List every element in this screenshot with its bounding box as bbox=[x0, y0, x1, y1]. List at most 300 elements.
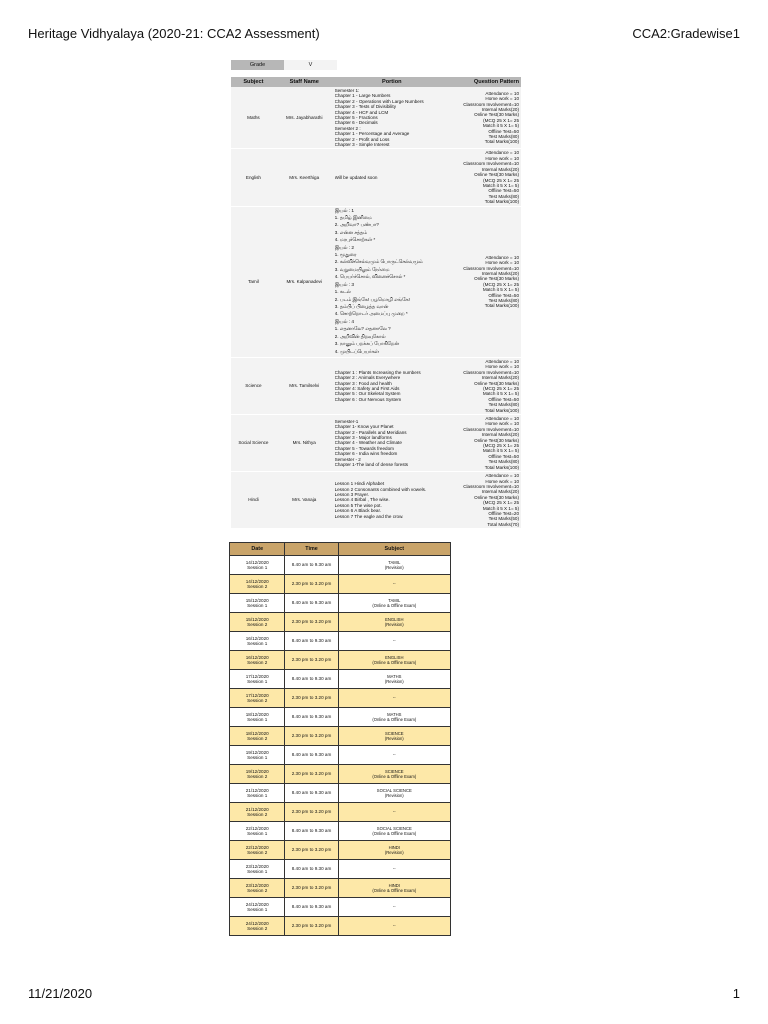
pattern-line: Test Marks(80) bbox=[488, 133, 519, 139]
portion-table bbox=[231, 77, 521, 529]
portion-cell bbox=[333, 206, 451, 357]
portion-cell bbox=[333, 357, 451, 414]
header-time: Time bbox=[285, 543, 338, 556]
portion-line: 3. தம்பிப் பிழைத்த வான் bbox=[334, 305, 389, 311]
pattern-line: (MCQ 25 X 1= 25 bbox=[483, 386, 519, 391]
date-text: 15/12/2020 bbox=[245, 597, 269, 603]
subject-cell bbox=[338, 556, 450, 575]
pattern-line: (MCQ 25 X 1= 25 bbox=[483, 177, 519, 183]
grade-label: Grade bbox=[231, 60, 284, 70]
subject-text: -- bbox=[392, 923, 396, 929]
date-cell bbox=[230, 575, 285, 594]
subject-text: -- bbox=[392, 581, 396, 587]
document-name: CCA2:Gradewise1 bbox=[632, 26, 740, 41]
question-pattern-cell bbox=[451, 472, 521, 529]
portion-cell bbox=[333, 149, 451, 206]
date-cell bbox=[230, 765, 285, 784]
session-text: Session 2 bbox=[247, 812, 268, 817]
time-cell: 8.40 am to 9.30 am bbox=[285, 746, 338, 765]
subject-cell bbox=[338, 917, 450, 936]
session-text: Session 1 bbox=[247, 641, 268, 646]
time-cell: 2.30 pm to 3.20 pm bbox=[285, 879, 338, 898]
table-row bbox=[230, 670, 451, 689]
subject-cell: Maths bbox=[231, 87, 276, 149]
staff-name-cell: Mrs. Kalpanadevi bbox=[276, 206, 333, 357]
date-text: 24/12/2020 bbox=[245, 901, 269, 907]
time-cell: 2.30 pm to 3.20 pm bbox=[285, 841, 338, 860]
page-number: 1 bbox=[732, 986, 740, 1001]
subject-text: HINDI bbox=[388, 882, 400, 888]
pattern-line: Test Marks(50) bbox=[488, 516, 519, 522]
subject-mode-text: (Revision) bbox=[384, 565, 404, 570]
footer-date: 11/21/2020 bbox=[28, 986, 93, 1001]
pattern-line: Online Test(30 Marks) bbox=[474, 380, 519, 386]
time-cell: 2.30 pm to 3.20 pm bbox=[285, 651, 338, 670]
date-cell bbox=[230, 613, 285, 632]
header-staff-name: Staff Name bbox=[276, 77, 333, 87]
time-cell: 8.40 am to 9.30 am bbox=[285, 632, 338, 651]
portion-line: 1. கடல் bbox=[334, 290, 351, 296]
pattern-line: Offline Test=50 bbox=[488, 128, 519, 134]
table-row bbox=[230, 803, 451, 822]
portion-table-header bbox=[231, 77, 521, 87]
session-text: Session 1 bbox=[247, 717, 268, 722]
pattern-line: Total Marks(100) bbox=[484, 464, 519, 470]
pattern-line: (MCQ 25 X 1= 25 bbox=[483, 443, 519, 449]
portion-line: Semester 1: bbox=[334, 88, 360, 93]
date-text: 16/12/2020 bbox=[245, 654, 269, 660]
date-cell bbox=[230, 556, 285, 575]
portion-line: 1. தமிழ் இனிமை bbox=[334, 215, 372, 221]
session-text: Session 2 bbox=[247, 660, 268, 665]
date-text: 16/12/2020 bbox=[245, 635, 269, 641]
subject-mode-text: (Online & Offline Exam) bbox=[372, 774, 417, 779]
pattern-line: Online Test(30 Marks) bbox=[474, 112, 519, 118]
subject-cell bbox=[338, 803, 450, 822]
subject-mode-text: (Online & Offline Exam) bbox=[372, 888, 417, 893]
time-cell: 2.30 pm to 3.20 pm bbox=[285, 803, 338, 822]
date-cell bbox=[230, 841, 285, 860]
session-text: Session 2 bbox=[247, 622, 268, 627]
pattern-line: Online Test(30 Marks) bbox=[474, 437, 519, 443]
pattern-line: Test Marks(80) bbox=[488, 402, 519, 408]
subject-text: -- bbox=[392, 866, 396, 872]
table-row bbox=[230, 765, 451, 784]
pattern-line: Match it 5 X 1= 5) bbox=[482, 182, 519, 188]
subject-cell bbox=[338, 575, 450, 594]
subject-text: ENGLISH bbox=[385, 654, 404, 660]
pattern-line: Home work = 10 bbox=[485, 478, 519, 484]
portion-line: இயல் : 2 bbox=[334, 245, 354, 251]
portion-line: Chapter 5 : Our Skeletal System bbox=[334, 391, 401, 397]
table-row bbox=[231, 472, 521, 529]
date-cell bbox=[230, 670, 285, 689]
pattern-line: Test Marks(80) bbox=[488, 459, 519, 465]
portion-line: 3. என்ன சத்தம் bbox=[334, 230, 368, 236]
table-row bbox=[230, 594, 451, 613]
portion-line: Chapter 5 - Fractions bbox=[334, 115, 378, 121]
date-cell bbox=[230, 651, 285, 670]
subject-mode-text: (Online & Offline Exam) bbox=[372, 831, 417, 836]
pattern-line: Home work = 10 bbox=[485, 155, 519, 161]
schedule-table bbox=[229, 542, 451, 936]
subject-text: -- bbox=[392, 809, 396, 815]
pattern-line: (MCQ 25 X 1= 25 bbox=[483, 500, 519, 506]
date-text: 17/12/2020 bbox=[245, 673, 269, 679]
header-date: Date bbox=[230, 543, 285, 556]
subject-text: -- bbox=[392, 695, 396, 701]
table-row bbox=[230, 689, 451, 708]
time-cell: 2.30 pm to 3.20 pm bbox=[285, 765, 338, 784]
table-row bbox=[230, 841, 451, 860]
table-row bbox=[231, 149, 521, 206]
date-text: 23/12/2020 bbox=[245, 882, 269, 888]
portion-line: Chapter 1 - Percentage and Average bbox=[334, 131, 410, 137]
table-row bbox=[230, 898, 451, 917]
pattern-line: Match it 5 X 1= 5) bbox=[482, 287, 519, 293]
date-cell bbox=[230, 879, 285, 898]
page-title: Heritage Vidhyalaya (2020-21: CCA2 Assessment) bbox=[28, 26, 320, 41]
date-text: 22/12/2020 bbox=[245, 825, 269, 831]
subject-mode-text: (Revision) bbox=[384, 736, 404, 741]
pattern-line: (MCQ 25 X 1= 25 bbox=[483, 281, 519, 287]
time-cell: 2.30 pm to 3.20 pm bbox=[285, 727, 338, 746]
portion-table-body bbox=[231, 87, 521, 529]
date-text: 21/12/2020 bbox=[245, 787, 269, 793]
table-row bbox=[230, 556, 451, 575]
table-row bbox=[230, 879, 451, 898]
pattern-line: Home work = 10 bbox=[485, 260, 519, 266]
date-text: 14/12/2020 bbox=[245, 559, 269, 565]
subject-text: HINDI bbox=[388, 844, 400, 850]
subject-cell: Hindi bbox=[231, 472, 276, 529]
subject-cell bbox=[338, 594, 450, 613]
portion-cell bbox=[333, 472, 451, 529]
grade-value: V bbox=[284, 60, 337, 70]
pattern-line: Offline Test=20 bbox=[488, 510, 519, 516]
date-cell bbox=[230, 898, 285, 917]
portion-line: Chapter 5 - Towards freedom bbox=[334, 445, 394, 451]
session-text: Session 2 bbox=[247, 774, 268, 779]
session-text: Session 1 bbox=[247, 869, 268, 874]
portion-line: 4. முயிடப்பெயர்கள் bbox=[334, 349, 379, 355]
subject-mode-text: (Online & Offline Exam) bbox=[372, 603, 417, 608]
subject-mode-text: (Online & Offline Exam) bbox=[372, 717, 417, 722]
portion-line: 3. வறுமையிலும் நேர்மை bbox=[334, 267, 390, 273]
subject-text: MATHS bbox=[387, 673, 402, 679]
date-text: 17/12/2020 bbox=[245, 692, 269, 698]
portion-cell bbox=[333, 87, 451, 149]
pattern-line: Match it 5 X 1= 5) bbox=[482, 505, 519, 511]
portion-line: 1. மூதுரை bbox=[334, 253, 357, 259]
date-text: 22/12/2020 bbox=[245, 844, 269, 850]
session-text: Session 1 bbox=[247, 907, 268, 912]
portion-line: Chapter 6 - Decimals bbox=[334, 120, 378, 126]
question-pattern-cell bbox=[451, 357, 521, 414]
time-cell: 2.30 pm to 3.20 pm bbox=[285, 689, 338, 708]
date-cell bbox=[230, 917, 285, 936]
session-text: Session 1 bbox=[247, 565, 268, 570]
portion-line: Chapter 2 : Animals Everywhere bbox=[334, 375, 401, 381]
pattern-line: Home work = 10 bbox=[485, 421, 519, 427]
portion-line: Lesson 4 Birbal , The wise. bbox=[334, 497, 390, 503]
table-row bbox=[230, 784, 451, 803]
session-text: Session 1 bbox=[247, 793, 268, 798]
session-text: Session 2 bbox=[247, 888, 268, 893]
pattern-line: Attendance = 10 bbox=[485, 150, 519, 156]
table-row bbox=[231, 357, 521, 414]
portion-line: Chapter 1 - Large Numbers bbox=[334, 93, 391, 99]
portion-line: 2. கல்விச்செல்வமும் பொருட்செல்வமும் bbox=[334, 260, 423, 266]
pattern-line: Total Marks(100) bbox=[484, 139, 519, 145]
table-row bbox=[230, 575, 451, 594]
time-cell: 2.30 pm to 3.20 pm bbox=[285, 917, 338, 936]
pattern-line: Offline Test=50 bbox=[488, 453, 519, 459]
subject-cell bbox=[338, 689, 450, 708]
pattern-line: Internal Marks(20) bbox=[481, 270, 519, 276]
subject-cell bbox=[338, 898, 450, 917]
portion-line: Lesson 2 Consonants combined with vowels. bbox=[334, 486, 427, 492]
subject-cell bbox=[338, 746, 450, 765]
portion-line: Lesson 6 A Black bear. bbox=[334, 508, 382, 514]
time-cell: 8.40 am to 9.30 am bbox=[285, 670, 338, 689]
date-cell bbox=[230, 822, 285, 841]
table-row bbox=[230, 727, 451, 746]
staff-name-cell: Mrs. Nithya bbox=[276, 415, 333, 472]
pattern-line: Internal Marks(20) bbox=[481, 106, 519, 112]
date-text: 18/12/2020 bbox=[245, 730, 269, 736]
table-row bbox=[231, 87, 521, 149]
pattern-line: Online Test(30 Marks) bbox=[474, 172, 519, 178]
subject-cell bbox=[338, 727, 450, 746]
time-cell: 2.30 pm to 3.20 pm bbox=[285, 613, 338, 632]
subject-cell bbox=[338, 860, 450, 879]
portion-line: Chapter 1 : Plants Increasing the numbers bbox=[334, 369, 421, 375]
portion-cell bbox=[333, 415, 451, 472]
time-cell: 8.40 am to 9.30 am bbox=[285, 898, 338, 917]
table-row bbox=[230, 708, 451, 727]
session-text: Session 2 bbox=[247, 584, 268, 589]
pattern-line: Classroom Involvement=10 bbox=[463, 101, 519, 107]
pattern-line: (MCQ 25 X 1= 25 bbox=[483, 117, 519, 123]
date-text: 14/12/2020 bbox=[245, 578, 269, 584]
table-row bbox=[231, 206, 521, 357]
portion-line: இயல் : 1 bbox=[334, 208, 354, 214]
subject-cell bbox=[338, 822, 450, 841]
subject-text: SCIENCE bbox=[384, 768, 404, 774]
subject-cell bbox=[338, 670, 450, 689]
pattern-line: Match it 5 X 1= 5) bbox=[482, 448, 519, 454]
subject-text: -- bbox=[392, 904, 396, 910]
date-text: 15/12/2020 bbox=[245, 616, 269, 622]
date-cell bbox=[230, 594, 285, 613]
date-cell bbox=[230, 632, 285, 651]
subject-cell bbox=[338, 632, 450, 651]
date-text: 23/12/2020 bbox=[245, 863, 269, 869]
portion-line: 3. நானும் பறக்கப் போகிறேன் bbox=[334, 342, 399, 348]
header-question-pattern: Question Pattern bbox=[451, 77, 521, 87]
pattern-line: Classroom Involvement=10 bbox=[463, 369, 519, 375]
date-cell bbox=[230, 746, 285, 765]
subject-text: ENGLISH bbox=[385, 616, 404, 622]
portion-line: 2. படம் இங்கே! பழமொழி எங்கே! bbox=[334, 297, 410, 303]
subject-text: TAMIL bbox=[388, 597, 401, 603]
portion-line: 4. மரபுச்சொற்கள் * bbox=[334, 238, 376, 244]
date-cell bbox=[230, 727, 285, 746]
pattern-line: Total Marks(70) bbox=[487, 521, 519, 527]
pattern-line: Online Test(30 Marks) bbox=[474, 494, 519, 500]
session-text: Session 2 bbox=[247, 926, 268, 931]
date-cell bbox=[230, 708, 285, 727]
question-pattern-cell bbox=[451, 87, 521, 149]
schedule-table-body bbox=[230, 556, 451, 936]
portion-line: இயல் : 4 bbox=[334, 319, 354, 325]
session-text: Session 2 bbox=[247, 698, 268, 703]
subject-cell bbox=[338, 765, 450, 784]
portion-line: 2. அறிவின் திறவுகோல் bbox=[334, 334, 386, 340]
portion-line: 1. எதனாலே? எதனாலே ? bbox=[334, 327, 391, 333]
subject-text: SOCIAL SCIENCE bbox=[376, 825, 412, 831]
subject-cell: Social Science bbox=[231, 415, 276, 472]
pattern-line: Total Marks(100) bbox=[484, 407, 519, 413]
time-cell: 8.40 am to 9.30 am bbox=[285, 594, 338, 613]
question-pattern-cell bbox=[451, 415, 521, 472]
time-cell: 2.30 pm to 3.20 pm bbox=[285, 575, 338, 594]
portion-line: Chapter 1- Know your Planet bbox=[334, 424, 394, 430]
portion-line: Chapter 4 - Weather and Climate bbox=[334, 440, 402, 446]
session-text: Session 2 bbox=[247, 736, 268, 741]
pattern-line: Offline Test=50 bbox=[488, 396, 519, 402]
subject-text: MATHS bbox=[387, 711, 402, 717]
pattern-line: Offline Test=50 bbox=[488, 188, 519, 194]
session-text: Session 1 bbox=[247, 603, 268, 608]
pattern-line: Attendance = 10 bbox=[485, 254, 519, 260]
grade-row bbox=[231, 60, 337, 70]
pattern-line: Classroom Involvement=10 bbox=[463, 161, 519, 167]
portion-line: Chapter 6 - India wins freedom bbox=[334, 451, 398, 457]
portion-line: Lesson 7 The eagle and the crow. bbox=[334, 513, 404, 519]
header-portion: Portion bbox=[333, 77, 451, 87]
pattern-line: Internal Marks(20) bbox=[481, 166, 519, 172]
time-cell: 8.40 am to 9.30 am bbox=[285, 556, 338, 575]
date-text: 24/12/2020 bbox=[245, 920, 269, 926]
pattern-line: Online Test(30 Marks) bbox=[474, 276, 519, 282]
staff-name-cell: Mrs. Tamilselvi bbox=[276, 357, 333, 414]
portion-line: 4. சொற்றொடர் அமைப்பு முறை * bbox=[334, 312, 408, 318]
portion-line: Semester - 2 bbox=[334, 456, 361, 462]
pattern-line: Home work = 10 bbox=[485, 96, 519, 102]
pattern-line: Attendance = 10 bbox=[485, 473, 519, 479]
subject-cell: English bbox=[231, 149, 276, 206]
portion-line: Lesson 3 Prayer. bbox=[334, 492, 370, 498]
subject-mode-text: (Revision) bbox=[384, 679, 404, 684]
pattern-line: Attendance = 10 bbox=[485, 90, 519, 96]
subject-cell: Tamil bbox=[231, 206, 276, 357]
pattern-line: Internal Marks(20) bbox=[481, 489, 519, 495]
subject-text: -- bbox=[392, 752, 396, 758]
pattern-line: Classroom Involvement=10 bbox=[463, 265, 519, 271]
time-cell: 8.40 am to 9.30 am bbox=[285, 708, 338, 727]
portion-line: Chapter 3 - Major landforms bbox=[334, 434, 392, 440]
pattern-line: Test Marks(80) bbox=[488, 193, 519, 199]
session-text: Session 1 bbox=[247, 831, 268, 836]
pattern-line: Total Marks(100) bbox=[484, 303, 519, 309]
portion-line: Chapter 2 - Parallels and Meridians bbox=[334, 429, 407, 435]
date-cell bbox=[230, 860, 285, 879]
table-row bbox=[230, 746, 451, 765]
pattern-line: Test Marks(80) bbox=[488, 297, 519, 303]
portion-line: Chapter 3 : Food and health bbox=[334, 380, 392, 386]
date-text: 19/12/2020 bbox=[245, 749, 269, 755]
pattern-line: Home work = 10 bbox=[485, 364, 519, 370]
date-cell bbox=[230, 689, 285, 708]
date-text: 19/12/2020 bbox=[245, 768, 269, 774]
subject-cell bbox=[338, 651, 450, 670]
schedule-table-header bbox=[230, 543, 451, 556]
portion-line: 4. பெயர்ச்சொல், வினைச்சொல் * bbox=[334, 275, 406, 281]
subject-cell: Science bbox=[231, 357, 276, 414]
pattern-line: Internal Marks(20) bbox=[481, 432, 519, 438]
portion-line: Chapter 3 - Simple Interest bbox=[334, 142, 390, 148]
table-row bbox=[230, 917, 451, 936]
portion-line: Will be updated soon bbox=[334, 174, 378, 180]
portion-line: Chapter 4 - HCF and LCM bbox=[334, 109, 389, 115]
question-pattern-cell bbox=[451, 149, 521, 206]
table-row bbox=[231, 415, 521, 472]
portion-line: Semester-1 bbox=[334, 418, 359, 424]
subject-cell bbox=[338, 708, 450, 727]
subject-text: -- bbox=[392, 638, 396, 644]
pattern-line: Match it 5 X 1= 5) bbox=[482, 123, 519, 129]
subject-cell bbox=[338, 784, 450, 803]
pattern-line: Classroom Involvement=10 bbox=[463, 483, 519, 489]
date-cell bbox=[230, 803, 285, 822]
pattern-line: Internal Marks(20) bbox=[481, 375, 519, 381]
pattern-line: Attendance = 10 bbox=[485, 358, 519, 364]
staff-name-cell: Mrs. Keerthiga bbox=[276, 149, 333, 206]
portion-line: Chapter 3 - Tests of Divisibility bbox=[334, 104, 397, 110]
pattern-line: Classroom Involvement=10 bbox=[463, 426, 519, 432]
portion-line: Chapter 2 - Profit and Loss bbox=[334, 136, 390, 142]
subject-mode-text: (Online & Offline Exam) bbox=[372, 660, 417, 665]
portion-line: Lesson 5 The wise pot. bbox=[334, 502, 382, 508]
staff-name-cell: Mrs. Vanaja bbox=[276, 472, 333, 529]
subject-text: SCIENCE bbox=[384, 730, 404, 736]
pattern-line: Total Marks(100) bbox=[484, 199, 519, 205]
subject-mode-text: (Revision) bbox=[384, 622, 404, 627]
portion-line: இயல் : 3 bbox=[334, 282, 354, 288]
subject-text: TAMIL bbox=[388, 559, 401, 565]
table-row bbox=[230, 613, 451, 632]
header-subject: Subject bbox=[231, 77, 276, 87]
portion-line: 2. அறிவா? பண்பா? bbox=[334, 223, 379, 229]
portion-line: Chapter 2 - Operations with Large Numbers bbox=[334, 98, 424, 104]
pattern-line: Attendance = 10 bbox=[485, 416, 519, 422]
table-row bbox=[230, 651, 451, 670]
subject-cell bbox=[338, 613, 450, 632]
subject-cell bbox=[338, 841, 450, 860]
time-cell: 8.40 am to 9.30 am bbox=[285, 784, 338, 803]
subject-cell bbox=[338, 879, 450, 898]
subject-mode-text: (Revision) bbox=[384, 793, 404, 798]
date-cell bbox=[230, 784, 285, 803]
subject-mode-text: (Revision) bbox=[384, 850, 404, 855]
table-row bbox=[230, 860, 451, 879]
time-cell: 8.40 am to 9.30 am bbox=[285, 860, 338, 879]
pattern-line: Offline Test=50 bbox=[488, 292, 519, 298]
portion-line: Chapter 4: Safety and First Aids bbox=[334, 386, 400, 391]
subject-text: SOCIAL SCIENCE bbox=[376, 787, 412, 793]
